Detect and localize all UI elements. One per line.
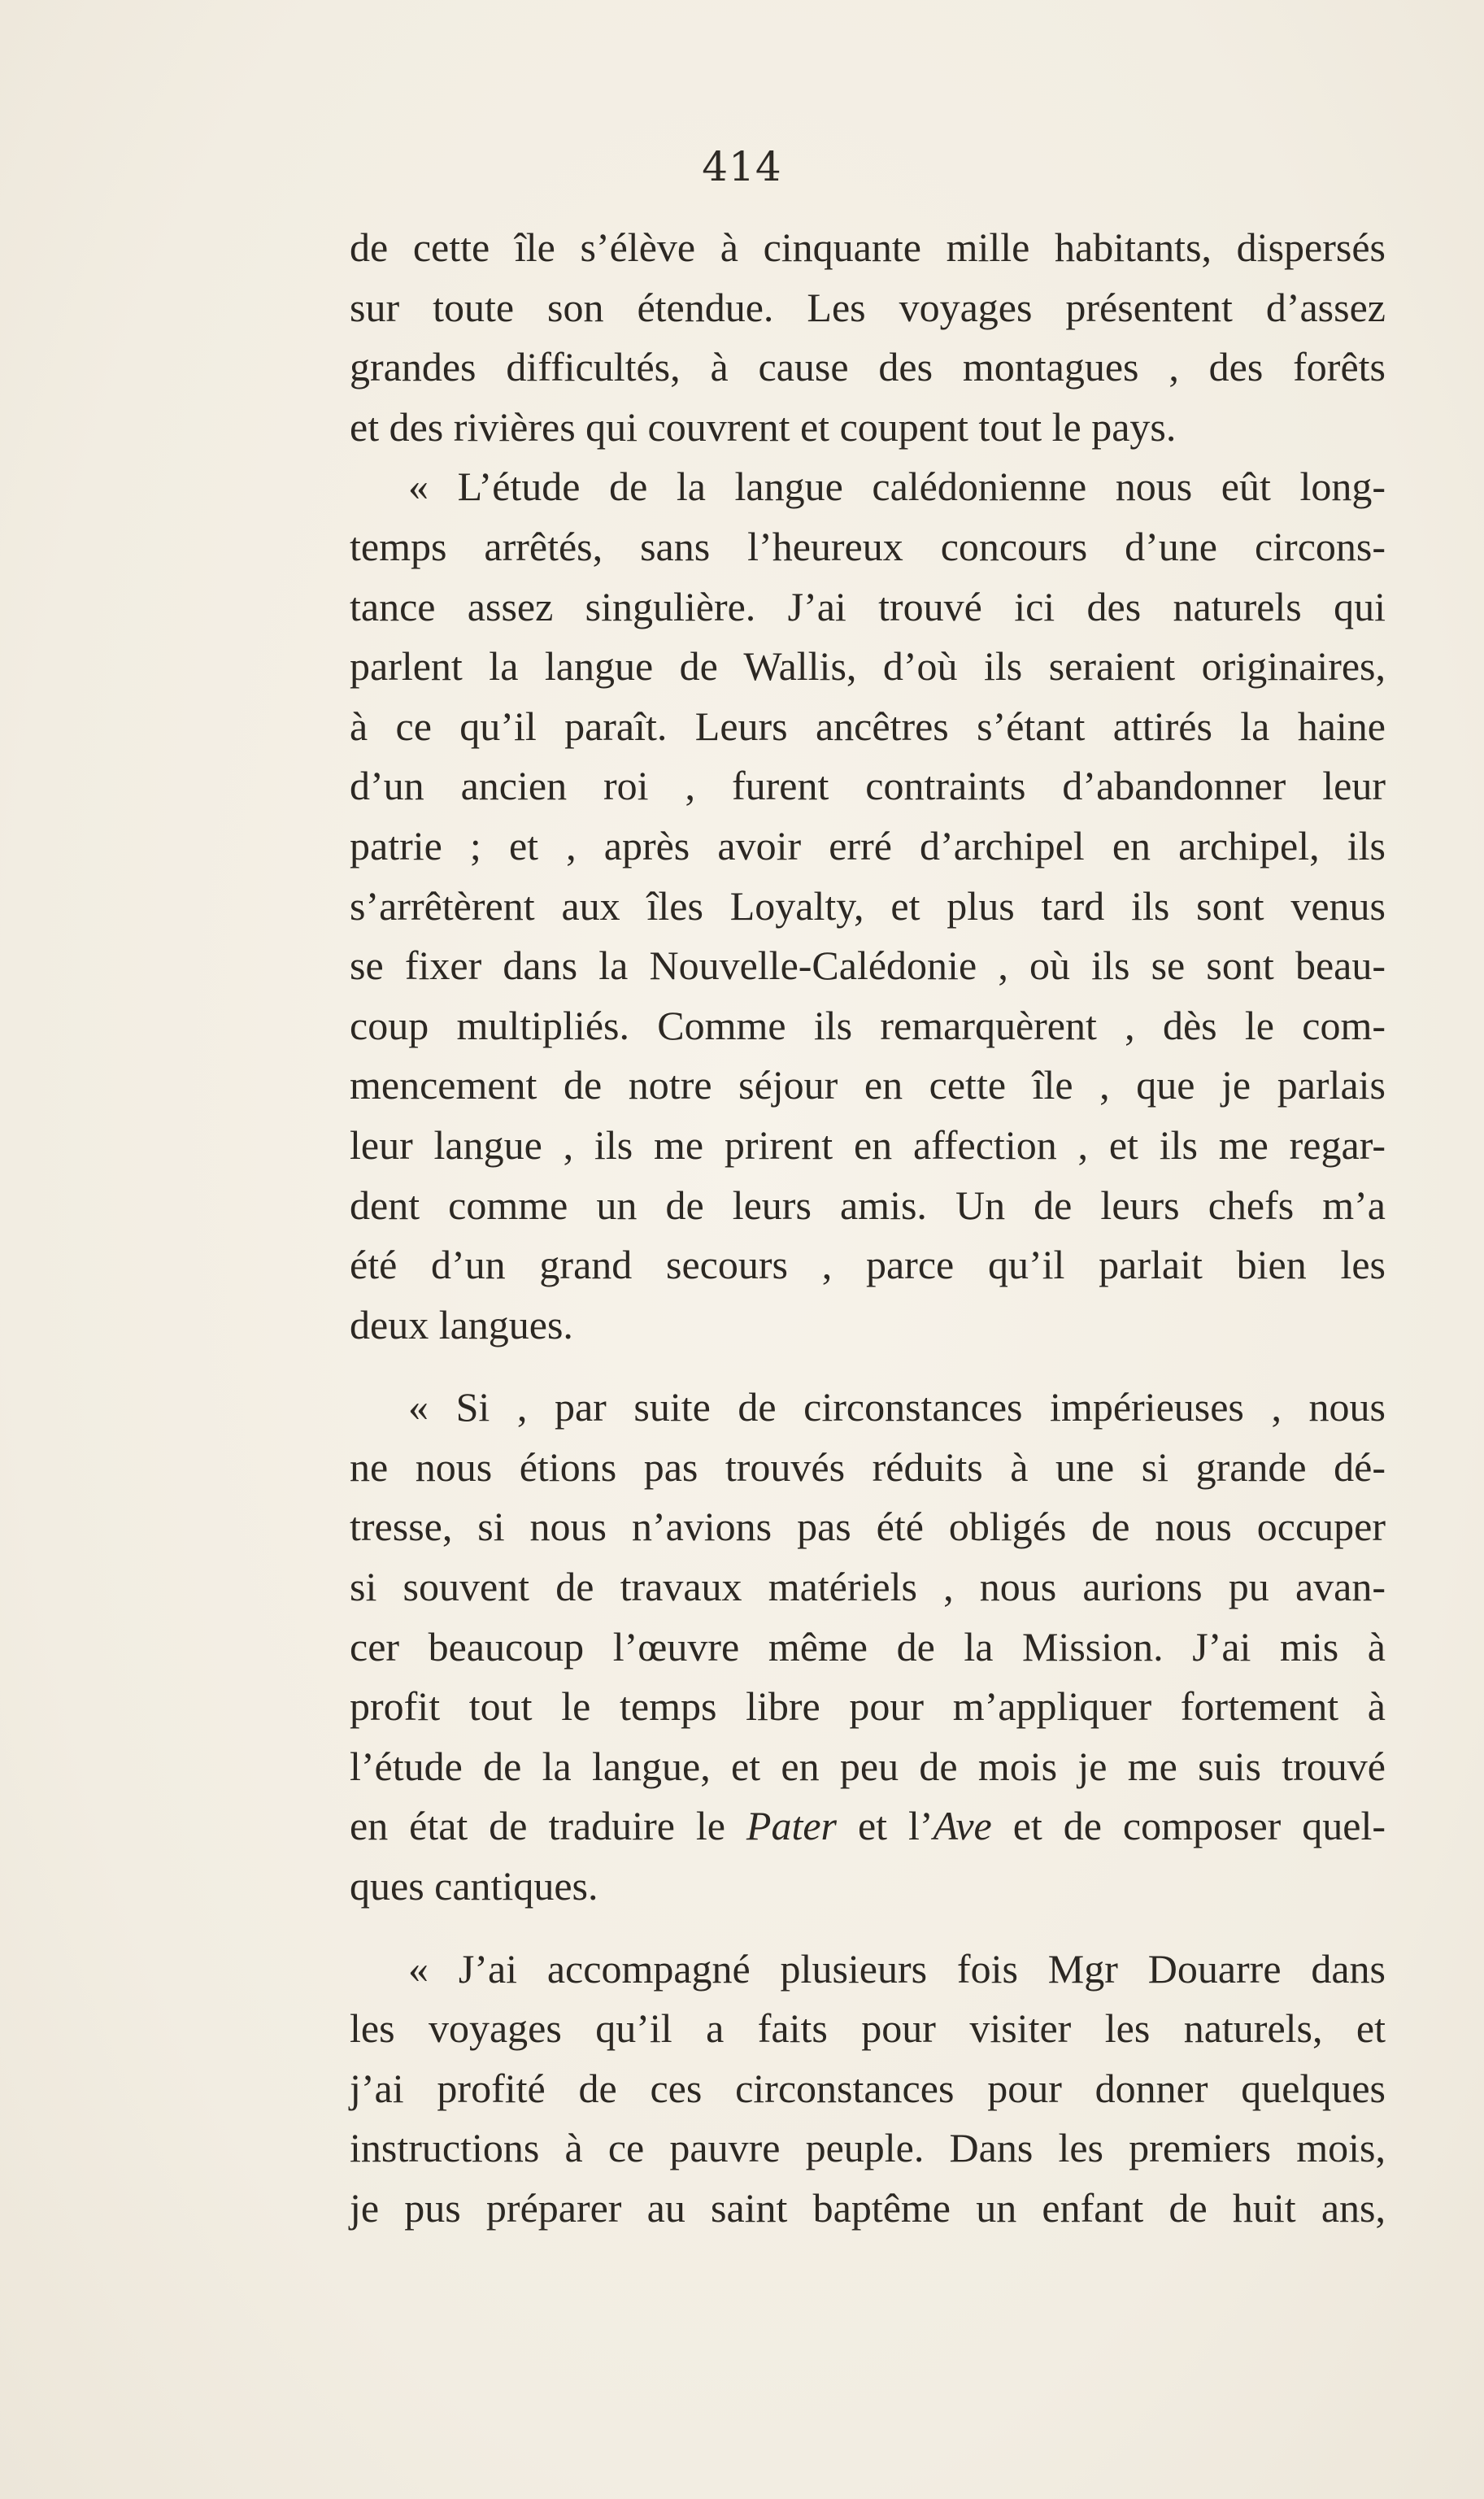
text-line: sur toute son étendue. Les voyages présentent d’assez — [350, 284, 1386, 330]
text-line: ques cantiques. — [350, 1863, 598, 1909]
text-line: se fixer dans la Nouvelle-Calédonie , où ils se sont beau- — [350, 943, 1386, 989]
italic-word: Pater — [746, 1803, 838, 1849]
text-line: à ce qu’il paraît. Leurs ancêtres s’étant attirés la haine — [350, 703, 1386, 749]
text-line: tresse, si nous n’avions pas été obligés de nous occuper — [350, 1504, 1386, 1550]
text-line: si souvent de travaux matériels , nous aurions pu avan- — [350, 1564, 1386, 1610]
text-line: cer beaucoup l’œuvre même de la Mission. J’ai mis à — [350, 1623, 1386, 1670]
text-line: « L’étude de la langue calédonienne nous eût long- — [408, 464, 1386, 510]
text-line: leur langue , ils me prirent en affection , et ils me regar- — [350, 1121, 1386, 1168]
text-line: deux langues. — [350, 1301, 573, 1347]
paragraph-3 — [350, 1378, 1386, 1916]
text-line: « Si , par suite de circonstances impérieuses , nous — [408, 1384, 1386, 1430]
text-line: s’arrêtèrent aux îles Loyalty, et plus tard ils sont venus — [350, 882, 1386, 929]
text-line: je pus préparer au saint baptême un enfant de huit ans, — [350, 2185, 1386, 2231]
text-line: d’un ancien roi , furent contraints d’abandonner leur — [350, 763, 1386, 809]
text-line: dent comme un de leurs amis. Un de leurs chefs m’a — [350, 1182, 1386, 1228]
paragraph-1 — [350, 218, 1386, 457]
text-line: profit tout le temps libre pour m’appliquer fortement à — [350, 1683, 1386, 1730]
text-line: j’ai profité de ces circonstances pour donner quelques — [350, 2065, 1386, 2111]
text-line: mencement de notre séjour en cette île , que je parlais — [350, 1062, 1386, 1108]
italic-word: Ave — [933, 1803, 992, 1849]
text-line: été d’un grand secours , parce qu’il parlait bien les — [350, 1242, 1386, 1288]
text-line: coup multipliés. Comme ils remarquèrent , dès le com- — [350, 1002, 1386, 1048]
text-line: en état de traduire le Pater et l’Ave et de composer quel- — [350, 1803, 1386, 1849]
paragraph-4 — [350, 1940, 1386, 2239]
text-line: les voyages qu’il a faits pour visiter les naturels, et — [350, 2005, 1386, 2052]
text-line: parlent la langue de Wallis, d’où ils seraient originaires, — [350, 643, 1386, 690]
text-line: tance assez singulière. J’ai trouvé ici des naturels qui — [350, 583, 1386, 629]
text-line: instructions à ce pauvre peuple. Dans les premiers mois, — [350, 2125, 1386, 2171]
text-line: patrie ; et , après avoir erré d’archipel en archipel, ils — [350, 822, 1386, 869]
paragraph-2 — [350, 457, 1386, 1355]
text-line: grandes difficultés, à cause des montagues , des forêts — [350, 344, 1386, 390]
text-line: de cette île s’élève à cinquante mille habitants, dispersés — [350, 224, 1386, 270]
body-text — [350, 218, 1386, 2239]
text-line: l’étude de la langue, et en peu de mois je me suis trouvé — [350, 1743, 1386, 1789]
text-line: temps arrêtés, sans l’heureux concours d’une circons- — [350, 523, 1386, 569]
page-number: 414 — [702, 143, 782, 190]
text-line: « J’ai accompagné plusieurs fois Mgr Douarre dans — [408, 1945, 1386, 1992]
text-line: et des rivières qui couvrent et coupent tout le pays. — [350, 403, 1177, 450]
text-line: ne nous étions pas trouvés réduits à une si grande dé- — [350, 1443, 1386, 1490]
